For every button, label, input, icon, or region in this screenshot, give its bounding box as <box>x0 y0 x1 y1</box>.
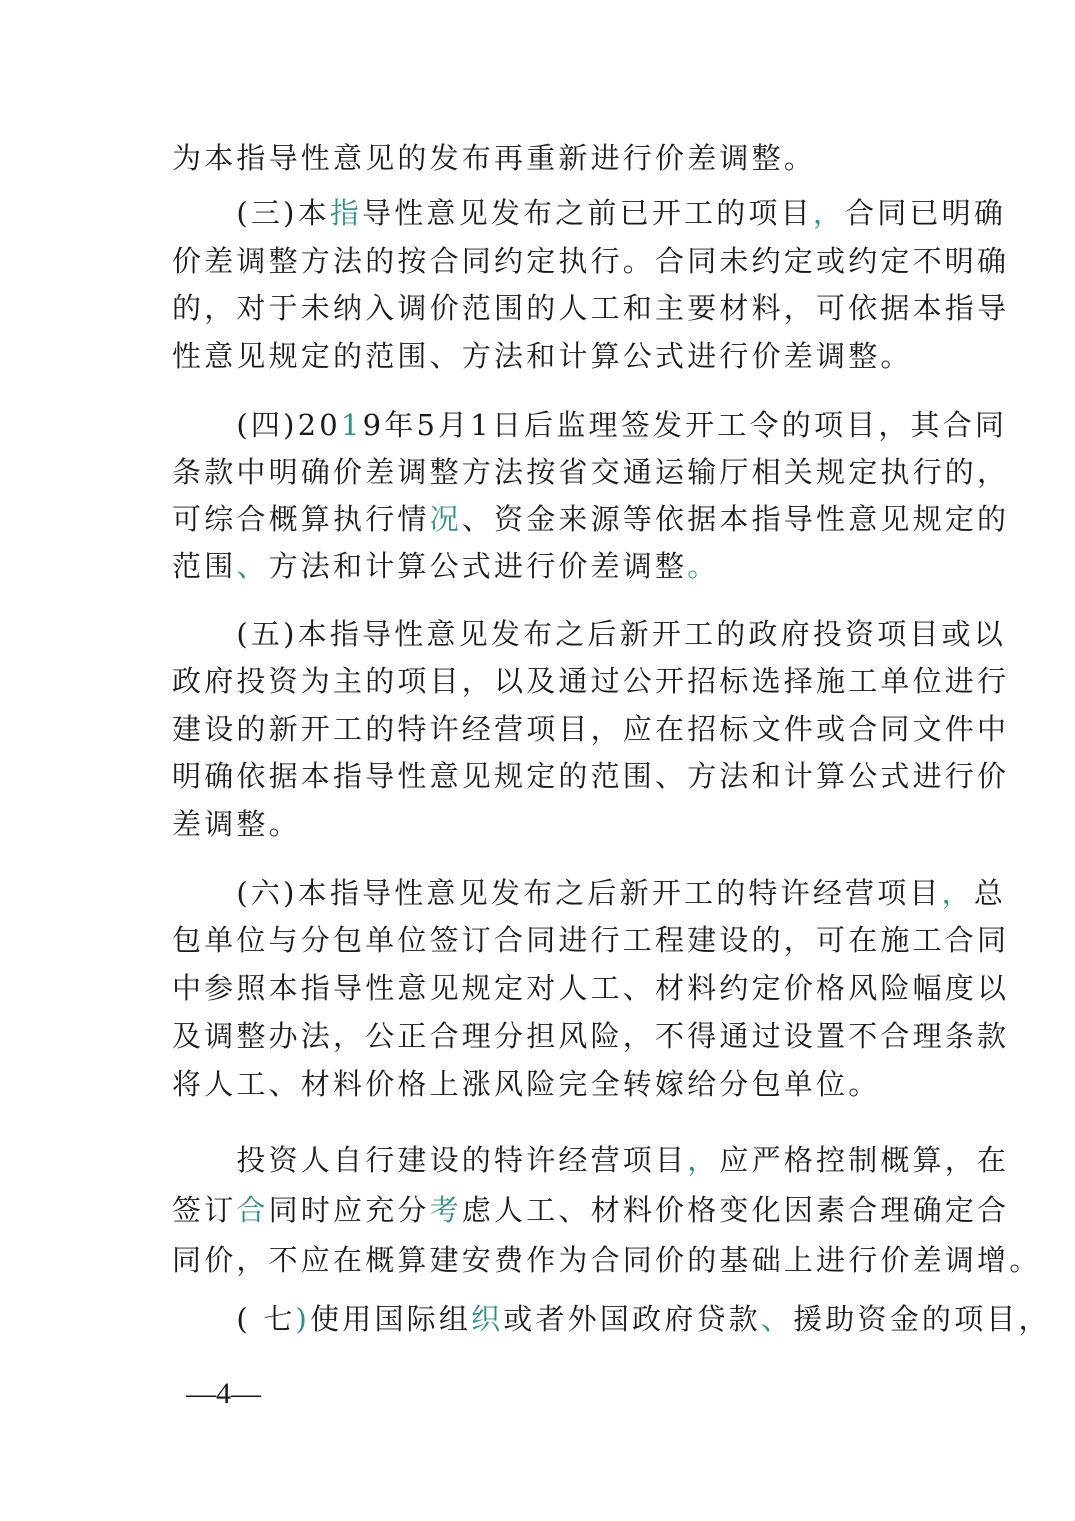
text-line <box>172 1016 1009 1056</box>
text-line <box>172 336 913 376</box>
text-line <box>172 288 1009 328</box>
text-line <box>172 756 1009 796</box>
text-run: (三)本 <box>172 196 330 230</box>
text-run: 9年5月1日后监理签发开工令的项目，其合同 <box>362 408 1008 442</box>
text-run: 范围 <box>172 549 237 583</box>
page-number: —4— <box>186 1377 261 1410</box>
text-run-tinted: ， <box>941 876 974 910</box>
text-line <box>172 241 1009 281</box>
text-run-tinted: 、 <box>236 549 269 583</box>
text-run-tinted: 1 <box>340 408 363 442</box>
text-line <box>172 499 1009 539</box>
text-line <box>172 920 1009 960</box>
text-run: 建设的新开工的特许经营项目，应在招标文件或合同文件中 <box>172 712 1010 746</box>
text-run: (四)20 <box>172 408 341 442</box>
text-line <box>172 1299 1051 1339</box>
text-run: 为本指导性意见的发布再重新进行价差调整。 <box>172 141 817 175</box>
text-run: 援助资金的项目， <box>793 1302 1051 1336</box>
text-run-tinted: 指 <box>329 196 363 230</box>
text-run: 价差调整方法的按合同约定执行。合同未约定或约定不明确 <box>172 244 1010 278</box>
text-line <box>172 1190 1009 1230</box>
text-run: 同价，不应在概算建安费作为合同价的基础上进行价差调增。 <box>172 1243 1042 1277</box>
text-run-tinted: 织 <box>471 1302 504 1336</box>
text-run: 合同已明确 <box>845 196 1007 230</box>
text-run: 包单位与分包单位签订合同进行工程建设的，可在施工合同 <box>172 923 1010 957</box>
text-run: 可综合概算执行情 <box>172 502 430 536</box>
text-line <box>172 614 1006 654</box>
text-run: 使用国际组 <box>310 1302 472 1336</box>
text-run-tinted: ， <box>687 1143 720 1177</box>
text-line <box>172 1240 1041 1280</box>
text-run: 签订 <box>172 1193 237 1227</box>
text-run: 及调整办法，公正合理分担风险，不得通过设置不合理条款 <box>172 1019 1010 1053</box>
text-run: 导性意见发布之前已开工的项目 <box>362 196 813 230</box>
text-run-tinted: ， <box>812 196 846 230</box>
text-run: 、资金来源等依据本指导性意见规定的 <box>461 502 1010 536</box>
text-run: 或者外国政府贷款 <box>503 1302 761 1336</box>
text-run-tinted: ) <box>295 1302 311 1336</box>
text-run: 差调整。 <box>172 807 301 841</box>
text-run: (五)本指导性意见发布之后新开工的政府投资项目或以 <box>172 617 1007 651</box>
text-line <box>172 968 1009 1008</box>
text-run: 虑人工、材料价格变化因素合理确定合 <box>461 1193 1010 1227</box>
text-run-tinted: 。 <box>687 549 720 583</box>
text-run: 总 <box>973 876 1007 910</box>
text-run: 投资人自行建设的特许经营项目 <box>172 1143 688 1177</box>
text-line <box>172 873 1006 913</box>
text-run: 政府投资为主的项目，以及通过公开招标选择施工单位进行 <box>172 664 1010 698</box>
text-run: 性意见规定的范围、方法和计算公式进行价差调整。 <box>172 339 913 373</box>
text-line <box>172 804 301 844</box>
text-line <box>172 661 1009 701</box>
text-line <box>172 193 1006 233</box>
text-run-tinted: 考 <box>429 1193 462 1227</box>
text-line <box>172 1140 1009 1180</box>
text-run: 方法和计算公式进行价差调整 <box>268 549 688 583</box>
text-run-tinted: 、 <box>760 1302 794 1336</box>
text-run: 条款中明确价差调整方法按省交通运输厅相关规定执行的， <box>172 455 1010 489</box>
text-line <box>172 1064 880 1104</box>
text-line <box>172 709 1009 749</box>
text-run: 中参照本指导性意见规定对人工、材料约定价格风险幅度以 <box>172 971 1010 1005</box>
text-line <box>172 138 816 178</box>
text-run: 应严格控制概算，在 <box>719 1143 1010 1177</box>
text-run: (六)本指导性意见发布之后新开工的特许经营项目 <box>172 876 942 910</box>
text-line <box>172 546 719 586</box>
text-line <box>172 452 1009 492</box>
text-run: 明确依据本指导性意见规定的范围、方法和计算公式进行价 <box>172 759 1010 793</box>
text-run-tinted: 况 <box>429 502 462 536</box>
text-run: ( 七 <box>172 1302 296 1336</box>
text-run: 的，对于未纳入调价范围的人工和主要材料，可依据本指导 <box>172 291 1010 325</box>
text-run: 同时应充分 <box>268 1193 430 1227</box>
text-line <box>172 405 1007 445</box>
text-run-tinted: 合 <box>236 1193 269 1227</box>
text-run: 将人工、材料价格上涨风险完全转嫁给分包单位。 <box>172 1067 881 1101</box>
